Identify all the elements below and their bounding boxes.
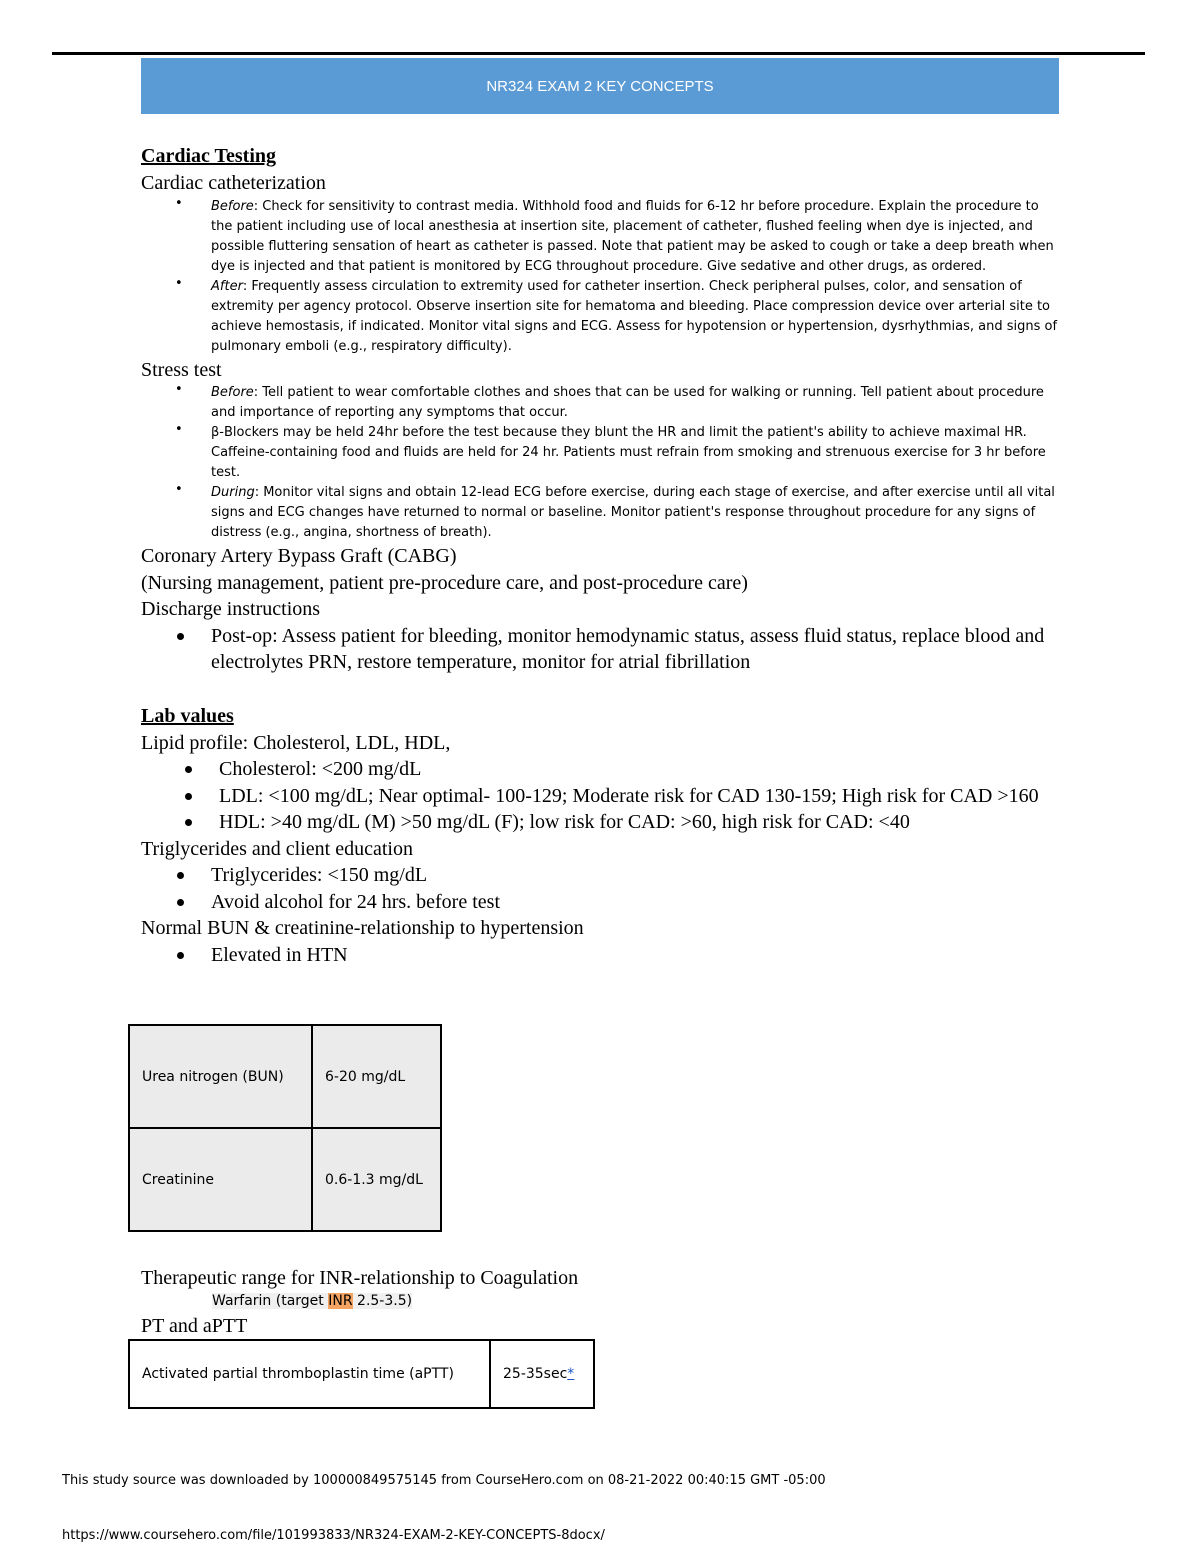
warfarin-post: 2.5-3.5) [352,1293,413,1309]
aptt-value: 25-35sec [503,1366,568,1382]
bun-creatinine-table [128,1024,442,1232]
stress-list [141,383,1061,543]
lipid-heading: Lipid profile: Cholesterol, LDL, HDL, [141,731,451,754]
table-cell: 6-20 mg/dL [312,1025,441,1128]
list-item [141,383,1061,423]
lab-values-title: Lab values [141,704,234,727]
before-label: Before [211,198,254,214]
stress-during-text: : Monitor vital signs and obtain 12-lead ECG before exercise, during each stage of exercise, and after exercise until all vital signs and ECG changes have returned to normal or baseline. Monitor patient's response throughout procedure for any signs of distress (e.g., angina, shortness of breath). [211,485,1055,540]
before-label: Before [211,385,254,400]
stress-heading: Stress test [141,358,222,381]
list-item: Avoid alcohol for 24 hrs. before test [141,889,1061,916]
list-item: Post-op: Assess patient for bleeding, monitor hemodynamic status, assess fluid status, replace blood and electrolytes PRN, restore temperature, monitor for atrial fibrillation [141,623,1061,676]
stress-blockers-text: β-Blockers may be held 24hr before the test because they blunt the HR and limit the patient's ability to achieve maximal HR. Caffeine-containing food and fluids are held for 24 hr. Patients must refrain from smoking and strenuous exercise for 3 hr before test. [211,425,1046,480]
table-cell [490,1340,594,1408]
stress-before-text: : Tell patient to wear comfortable clothes and shoes that can be used for walking or running. Tell patient about procedure and importance of reporting any symptoms that occur. [211,385,1044,420]
warfarin-highlight: INR [328,1293,353,1309]
cath-before-text: : Check for sensitivity to contrast media. Withhold food and fluids for 6-12 hr before procedure. Explain the procedure to the patient including use of local anesthesia at insertion site, placement of catheter, flushed feeling when dye is injected, and possible fluttering sensation of heart as catheter is passed. Note that patient may be asked to cough or take a deep breath when dye is injected and that patient is monitored by ECG throughout procedure. Give sedative and other drugs, as ordered. [211,198,1054,274]
list-item: Triglycerides: <150 mg/dL [141,862,1061,889]
table-row [129,1340,594,1408]
table-cell: Creatinine [129,1128,312,1231]
trig-list [141,862,1061,915]
aptt-table [128,1339,595,1409]
list-item [141,277,1061,357]
inr-heading: Therapeutic range for INR-relationship to Coagulation [141,1267,579,1289]
top-rule [52,52,1145,55]
cath-list [141,197,1061,357]
during-label: During [211,485,255,500]
list-item [141,483,1061,543]
discharge-heading: Discharge instructions [141,598,321,620]
discharge-list [141,623,1061,676]
document-banner [141,58,1059,114]
list-item: Elevated in HTN [141,942,1061,969]
bun-heading: Normal BUN & creatinine-relationship to hypertension [141,917,584,939]
cabg-subheading: (Nursing management, patient pre-procedure care, and post-procedure care) [141,571,748,594]
source-note: This study source was downloaded by 100000849575145 from CourseHero.com on 08-21-2022 00:40:15 GMT -05:00 [62,1473,826,1488]
warfarin-pre: Warfarin (target [212,1293,329,1309]
after-label: After [211,278,243,294]
list-item: LDL: <100 mg/dL; Near optimal- 100-129; Moderate risk for CAD 130-159; High risk for CAD >160 [141,783,1061,810]
table-row [129,1128,441,1231]
trig-heading: Triglycerides and client education [141,837,413,860]
source-url[interactable]: https://www.coursehero.com/file/101993833/NR324-EXAM-2-KEY-CONCEPTS-8docx/ [62,1528,605,1543]
footnote-link[interactable]: * [567,1366,575,1382]
bun-list [141,942,1061,969]
pt-heading: PT and aPTT [141,1315,248,1337]
lipid-list [141,756,1061,836]
table-cell: Urea nitrogen (BUN) [129,1025,312,1128]
cath-after-text: : Frequently assess circulation to extremity used for catheter insertion. Check peripheral pulses, color, and sensation of extremity per agency protocol. Observe insertion site for hematoma and bleeding. Place compression device over arterial site to achieve hemostasis, if indicated. Monitor vital signs and ECG. Assess for hypotension or hypertension, dysrhythmias, and signs of pulmonary emboli (e.g., respiratory difficulty). [211,278,1058,354]
table-cell: 0.6-1.3 mg/dL [312,1128,441,1231]
table-cell: Activated partial thromboplastin time (aPTT) [129,1340,490,1408]
warfarin-note [212,1293,412,1309]
cardiac-section [141,142,1061,968]
cardiac-testing-title: Cardiac Testing [141,145,277,167]
list-item: HDL: >40 mg/dL (M) >50 mg/dL (F); low risk for CAD: >60, high risk for CAD: <40 [141,809,1061,836]
list-item [141,197,1061,277]
banner-title: NR324 EXAM 2 KEY CONCEPTS [486,77,714,95]
list-item: Cholesterol: <200 mg/dL [141,756,1061,783]
cath-heading: Cardiac catheterization [141,172,326,194]
table-row [129,1025,441,1128]
list-item [141,423,1061,483]
cabg-heading: Coronary Artery Bypass Graft (CABG) [141,545,457,567]
